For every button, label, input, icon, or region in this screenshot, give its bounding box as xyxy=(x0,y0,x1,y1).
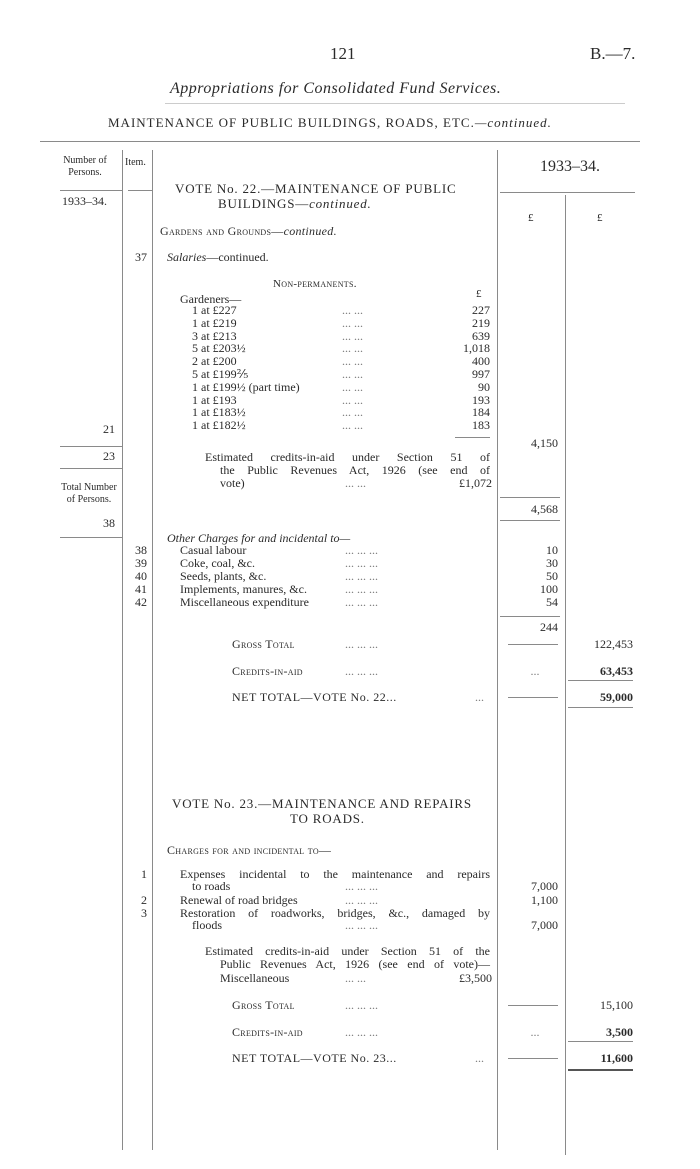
pound-sign-small: £ xyxy=(476,288,482,300)
charge-item-number: 38 xyxy=(135,543,147,557)
charge-item-number: 41 xyxy=(135,582,147,596)
gardener-row-amount: 227 xyxy=(472,303,490,317)
credits-text: Estimated credits-in-aid under Section 51 of xyxy=(205,450,490,464)
leader-dots: ... ... ... xyxy=(345,879,378,893)
salaries-label: Salaries xyxy=(167,250,207,264)
vote23-credits-total: 3,500 xyxy=(606,1025,633,1039)
road-item-amount: 7,000 xyxy=(531,879,558,893)
leader-dots: ... ... ... xyxy=(345,664,378,678)
leader-dots: ... ... xyxy=(342,341,363,356)
charge-label: Seeds, plants, &c. xyxy=(180,569,267,583)
leader-dots: ... ... xyxy=(345,971,366,985)
leader-dots: ... ... ... xyxy=(345,637,378,651)
rule xyxy=(500,192,635,193)
charge-amount: 54 xyxy=(546,595,558,609)
vote22-net-total: 59,000 xyxy=(600,690,633,704)
vote23-credits-line2 xyxy=(220,957,490,972)
leader-dots: ... ... xyxy=(342,405,363,420)
road-item-label xyxy=(180,906,490,921)
charge-amount: 30 xyxy=(546,556,558,570)
leader-dots: ... ... ... xyxy=(345,543,378,557)
credits-text: Public Revenues Act, 1926 (see end of vote)— xyxy=(220,957,490,971)
page-subtitle xyxy=(108,115,552,131)
page-title: Appropriations for Consolidated Fund Services. xyxy=(170,80,502,97)
gardener-row-amount: 997 xyxy=(472,367,490,381)
gardener-row-amount: 193 xyxy=(472,392,490,407)
gardener-row-amount: 184 xyxy=(472,405,490,420)
credits-text: Estimated credits-in-aid under Section 51 of the xyxy=(205,944,490,958)
leader-dots: ... ... ... xyxy=(345,569,378,583)
vote23-net-total: 11,600 xyxy=(600,1051,633,1065)
col-header-year: 1933–34. xyxy=(540,158,600,175)
nonpermanents-heading: Non-permanents. xyxy=(273,278,357,290)
salaries-heading xyxy=(167,250,269,265)
gardener-row-label: 1 at £199½ (part time) xyxy=(192,379,300,394)
road-item-number: 3 xyxy=(141,906,147,920)
gardener-row-amount: 90 xyxy=(478,379,490,394)
leader-dots: ... ... xyxy=(342,379,363,394)
vote22-credits-total: 63,453 xyxy=(600,664,633,678)
leader-dots: ... ... ... xyxy=(345,595,378,609)
rule xyxy=(60,446,122,447)
vote22-title-line2 xyxy=(218,196,372,212)
gardener-row-amount: 639 xyxy=(472,328,490,343)
vote22-section-cont: continued. xyxy=(283,224,337,238)
item-number: 37 xyxy=(135,250,147,264)
salaries-subtotal: 4,150 xyxy=(531,436,558,450)
header-rule xyxy=(165,103,625,104)
road-item-label-text: Restoration of roadworks, bridges, &c., damaged by xyxy=(180,906,490,920)
road-item-label-cont: floods xyxy=(192,918,222,932)
charge-label: Casual labour xyxy=(180,543,247,557)
vote23-title-line2: TO ROADS. xyxy=(290,811,365,826)
road-item-amount: 1,100 xyxy=(531,893,558,907)
rule xyxy=(60,537,122,538)
rule xyxy=(500,497,560,498)
rule xyxy=(508,644,558,645)
road-item-amount: 7,000 xyxy=(531,918,558,932)
gardener-row-amount: 183 xyxy=(472,418,490,433)
vote22-credits-amount: £1,072 xyxy=(459,476,492,490)
leader-dots: ... xyxy=(475,690,484,704)
rule xyxy=(500,616,560,617)
table-top-rule xyxy=(40,141,640,142)
rule xyxy=(568,1041,633,1042)
gardener-row-label: 3 at £213 xyxy=(192,328,237,343)
page-number: 121 xyxy=(330,44,356,63)
total-persons: 38 xyxy=(103,516,115,530)
charge-amount: 50 xyxy=(546,569,558,583)
salaries-cont: —continued. xyxy=(206,250,269,264)
rule xyxy=(568,707,633,708)
col-header-item: Item. xyxy=(125,157,146,168)
road-item-label-text: Renewal of road bridges xyxy=(180,893,298,907)
gardener-row-amount: 219 xyxy=(472,315,490,330)
persons-count-21: 21 xyxy=(103,422,115,436)
charge-label: Miscellaneous expenditure xyxy=(180,595,309,609)
pound-sign-col1: £ xyxy=(528,212,534,224)
gardener-row-label: 1 at £227 xyxy=(192,303,237,317)
charge-item-number: 40 xyxy=(135,569,147,583)
charge-label: Coke, coal, &c. xyxy=(180,556,255,570)
charge-item-number: 39 xyxy=(135,556,147,570)
rule xyxy=(60,190,122,191)
document-reference: B.—7. xyxy=(590,44,636,63)
rule xyxy=(455,437,490,438)
persons-count-23: 23 xyxy=(103,449,115,463)
vote23-section-heading: Charges for and incidental to— xyxy=(167,843,332,857)
vote22-net-label: NET TOTAL—VOTE No. 22... xyxy=(232,690,397,704)
vote22-section-text: Gardens and Grounds— xyxy=(160,224,284,238)
leader-dots: ... xyxy=(475,1051,484,1065)
gardener-row-label: 1 at £183½ xyxy=(192,405,246,420)
gardener-row-label: 2 at £200 xyxy=(192,354,237,369)
vote22-gross-label: Gross Total xyxy=(232,637,295,651)
leader-dots: ... ... ... xyxy=(345,918,378,932)
leader-dots: ... xyxy=(530,1025,540,1039)
road-item-label-cont: to roads xyxy=(192,879,231,893)
charges-total: 244 xyxy=(540,620,558,634)
leader-dots: ... ... ... xyxy=(345,998,378,1012)
charge-amount: 10 xyxy=(546,543,558,557)
vote22-section-heading xyxy=(160,224,337,239)
rule xyxy=(568,1069,633,1071)
vote23-credits-label: Credits-in-aid xyxy=(232,1025,303,1039)
vote23-net-label: NET TOTAL—VOTE No. 23... xyxy=(232,1051,397,1065)
col-header-persons: Number of Persons. xyxy=(63,155,107,178)
vote22-title-text: BUILDINGS— xyxy=(218,196,310,211)
pound-sign-col2: £ xyxy=(597,212,603,224)
leader-dots: ... ... ... xyxy=(345,582,378,596)
salaries-total: 4,568 xyxy=(531,502,558,516)
rule xyxy=(508,1005,558,1006)
gardener-row-label: 1 at £193 xyxy=(192,392,237,407)
rule xyxy=(60,468,122,469)
subtitle-text: MAINTENANCE OF PUBLIC BUILDINGS, ROADS, ETC. xyxy=(108,115,475,130)
gardeners-heading: Gardeners— xyxy=(180,292,242,306)
gardener-row-label: 5 at £199⅖ xyxy=(192,367,249,381)
gardener-row-amount: 400 xyxy=(472,354,490,369)
other-charges-heading: Other Charges for and incidental to— xyxy=(167,531,351,545)
road-item-number: 1 xyxy=(141,867,147,881)
vote22-title-line1: VOTE No. 22.—MAINTENANCE OF PUBLIC xyxy=(175,181,457,196)
rule xyxy=(568,680,633,681)
gardener-row-amount: 1,018 xyxy=(463,341,490,356)
vote23-gross-label: Gross Total xyxy=(232,998,295,1012)
rule xyxy=(508,1058,558,1059)
leader-dots: ... ... xyxy=(342,303,363,317)
gardener-row-label: 1 at £219 xyxy=(192,315,237,330)
total-persons-label: Total Number of Persons. xyxy=(61,482,117,505)
vote22-credits-label: Credits-in-aid xyxy=(232,664,303,678)
subtitle-cont: —continued. xyxy=(474,115,552,130)
leader-dots: ... ... xyxy=(342,354,363,369)
col-divider-desc xyxy=(497,150,498,1150)
rule xyxy=(500,520,560,521)
col-divider-persons xyxy=(122,150,123,1150)
leader-dots: ... ... xyxy=(342,418,363,433)
leader-dots: ... ... xyxy=(342,328,363,343)
leader-dots: ... ... xyxy=(345,476,366,490)
persons-year: 1933–34. xyxy=(62,194,107,208)
leader-dots: ... ... ... xyxy=(345,1025,378,1039)
vote22-gross-total: 122,453 xyxy=(594,637,633,651)
col-divider-item xyxy=(152,150,153,1150)
vote23-credits-line3: Miscellaneous xyxy=(220,971,290,985)
charge-amount: 100 xyxy=(540,582,558,596)
leader-dots: ... xyxy=(530,664,540,678)
leader-dots: ... ... xyxy=(342,367,363,381)
leader-dots: ... ... xyxy=(342,392,363,407)
gardener-row-label: 5 at £203½ xyxy=(192,341,246,356)
vote23-title-line1: VOTE No. 23.—MAINTENANCE AND REPAIRS xyxy=(172,796,472,811)
road-item-number: 2 xyxy=(141,893,147,907)
rule xyxy=(508,697,558,698)
leader-dots: ... ... ... xyxy=(345,556,378,570)
leader-dots: ... ... xyxy=(342,315,363,330)
vote22-credits-line3: vote) xyxy=(220,476,245,490)
rule xyxy=(128,190,152,191)
charge-item-number: 42 xyxy=(135,595,147,609)
vote23-credits-amount: £3,500 xyxy=(459,971,492,985)
gardener-row-label: 1 at £182½ xyxy=(192,418,246,433)
vote23-gross-total: 15,100 xyxy=(600,998,633,1012)
road-item-label-text: Expenses incidental to the maintenance and repairs xyxy=(180,867,490,881)
vote22-title-cont: continued. xyxy=(309,196,372,211)
credits-text: the Public Revenues Act, 1926 (see end of xyxy=(220,463,490,477)
leader-dots: ... ... ... xyxy=(345,893,378,907)
charge-label: Implements, manures, &c. xyxy=(180,582,307,596)
